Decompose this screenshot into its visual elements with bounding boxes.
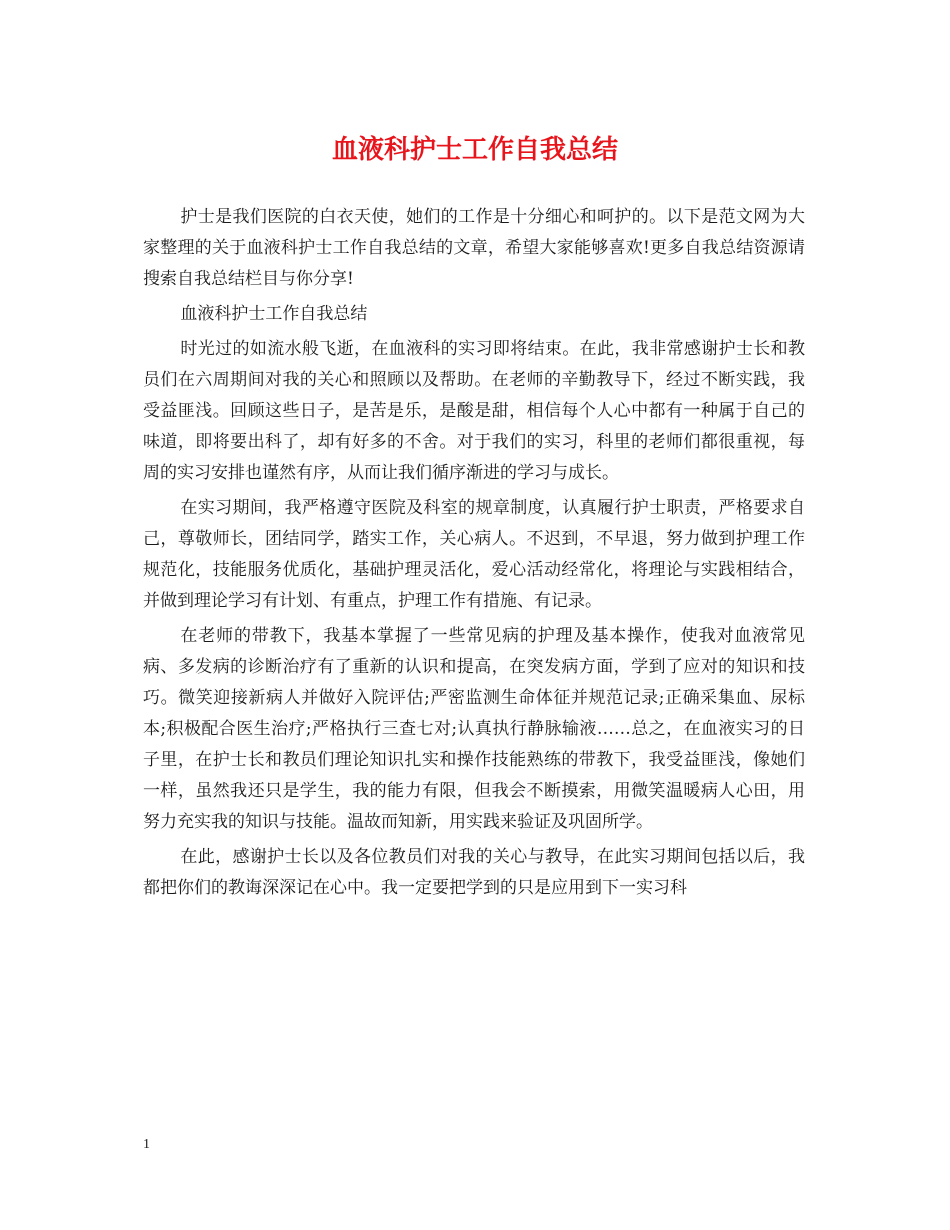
body-paragraph: 在实习期间，我严格遵守医院及科室的规章制度，认真履行护士职责，严格要求自己，尊敬师长，团结同学，踏实工作，关心病人。不迟到，不早退，努力做到护理工作规范化，技能服务优质化，基础护理灵活化，爱心活动经常化，将理论与实践相结合，并做到理论学习有计划、有重点，护理工作有措施、有记录。 (143, 498, 805, 611)
body-paragraph: 时光过的如流水般飞逝，在血液科的实习即将结束。在此，我非常感谢护士长和教员们在六周期间对我的关心和照顾以及帮助。在老师的辛勤教导下，经过不断实践，我受益匪浅。回顾这些日子，是苦是乐，是酸是甜，相信每个人心中都有一种属于自己的味道，即将要出科了，却有好多的不舍。对于我们的实习，科里的老师们都很重视，每周的实习安排也谨然有序，从而让我们循序渐进的学习与成长。 (143, 339, 805, 483)
intro-paragraph: 护士是我们医院的白衣天使，她们的工作是十分细心和呵护的。以下是范文网为大家整理的关于血液科护士工作自我总结的文章，希望大家能够喜欢!更多自我总结资源请搜索自我总结栏目与你分享! (143, 207, 805, 289)
page-number: 1 (143, 1137, 150, 1152)
body-paragraph: 在老师的带教下，我基本掌握了一些常见病的护理及基本操作，使我对血液常见病、多发病的诊断治疗有了重新的认识和提高，在突发病方面，学到了应对的知识和技巧。微笑迎接新病人并做好入院评估;严密监测生命体征并规范记录;正确采集血、尿标本;积极配合医生治疗;严格执行三查七对;认真执行静脉输液……总之，在血液实习的日子里，在护士长和教员们理论知识扎实和操作技能熟练的带教下，我受益匪浅，像她们一样，虽然我还只是学生，我的能力有限，但我会不断摸索，用微笑温暖病人心田，用努力充实我的知识与技能。温故而知新，用实践来验证及巩固所学。 (143, 626, 805, 832)
document-body (143, 202, 805, 908)
document-title: 血液科护士工作自我总结 (331, 135, 618, 165)
body-paragraph: 在此，感谢护士长以及各位教员们对我的关心与教导，在此实习期间包括以后，我都把你们的教诲深深记在心中。我一定要把学到的只是应用到下一实习科 (143, 847, 805, 898)
section-heading: 血液科护士工作自我总结 (180, 304, 368, 324)
